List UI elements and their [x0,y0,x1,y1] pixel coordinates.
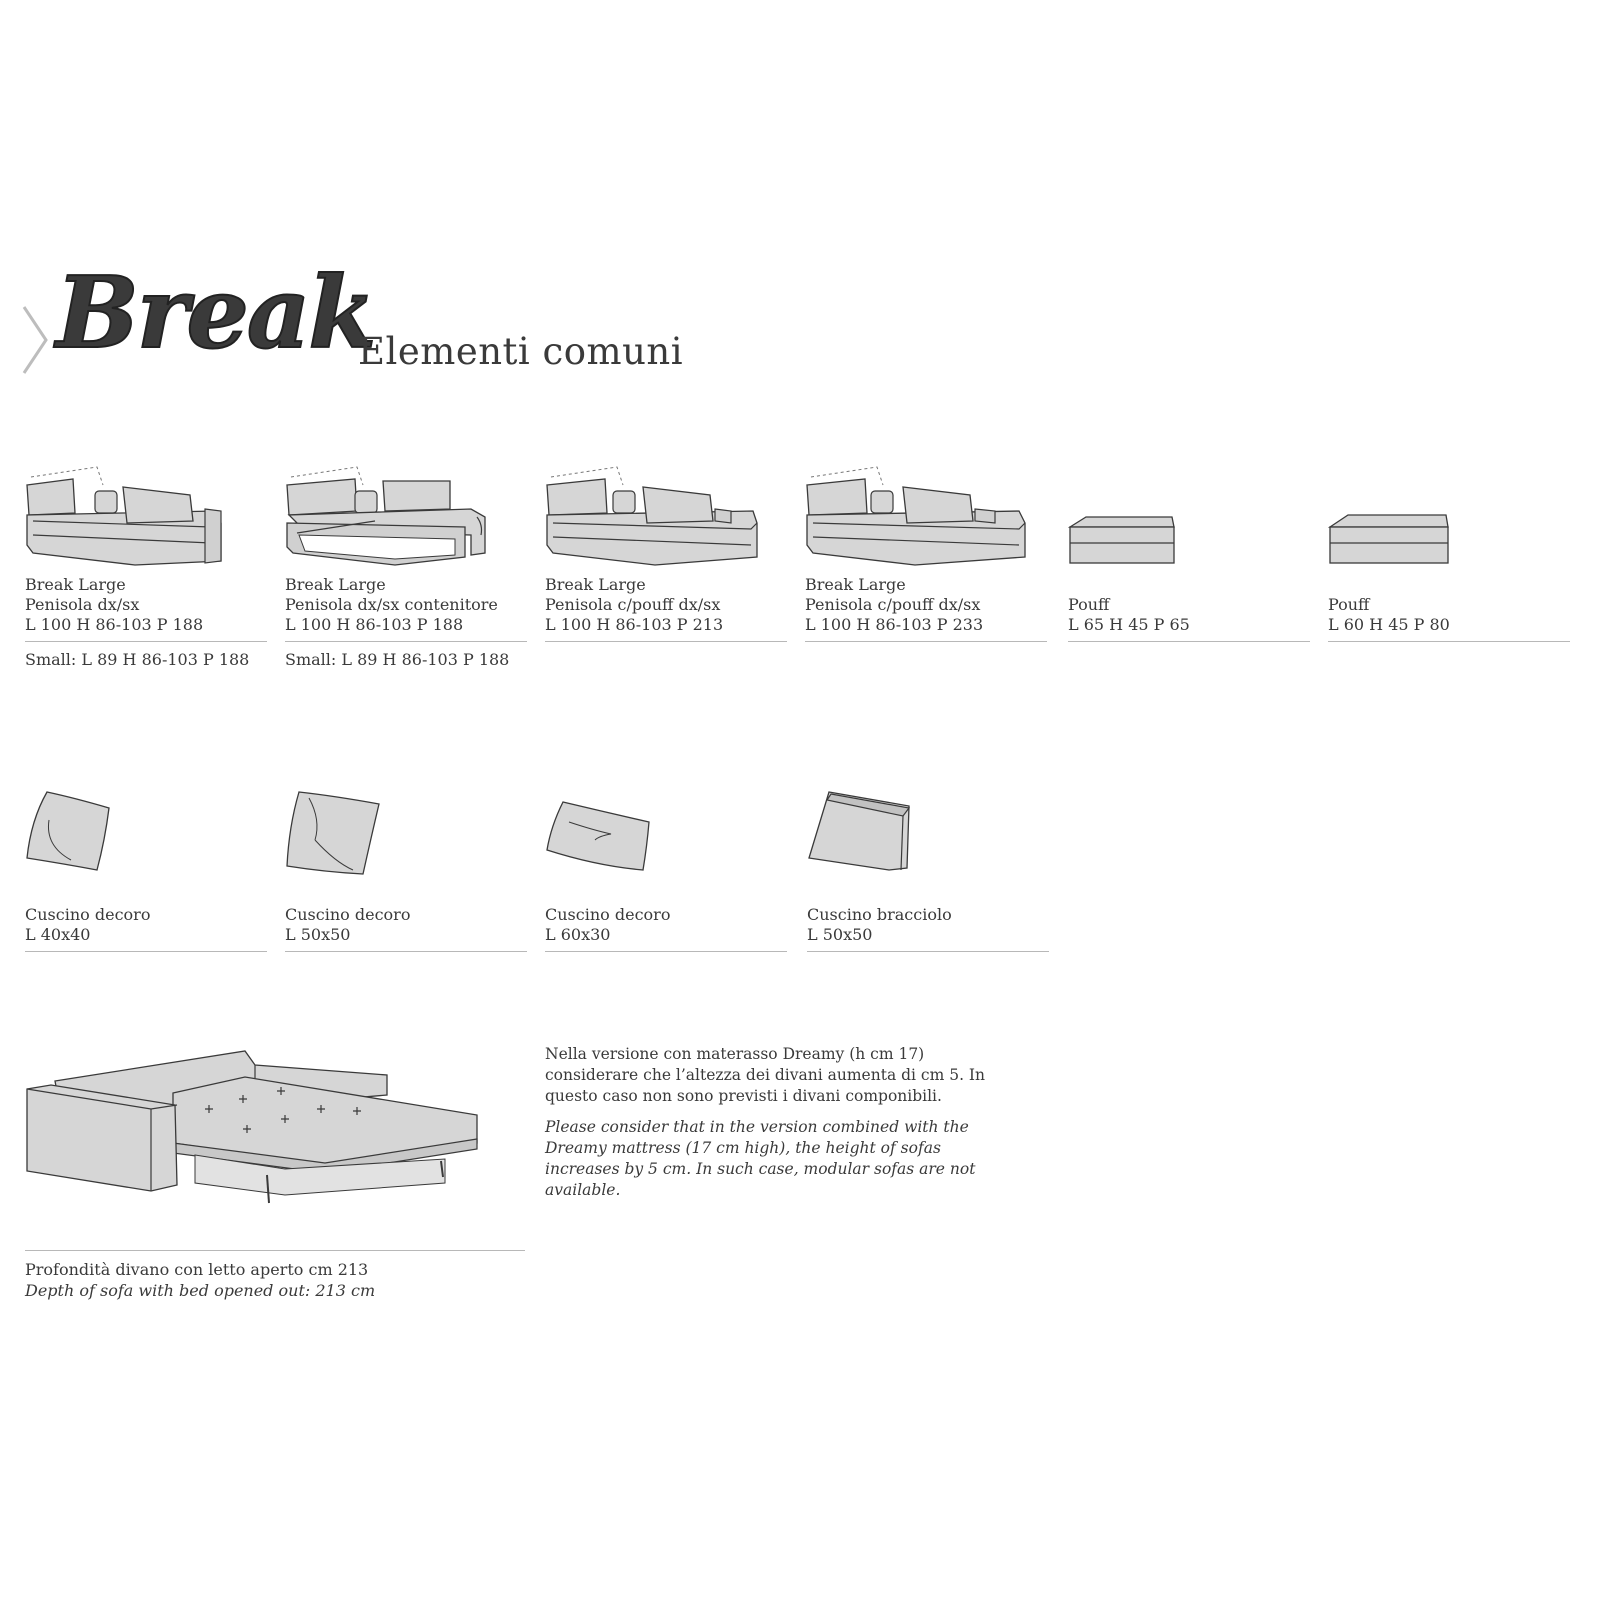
dreamy-note [545,1044,1015,1201]
module-penisola-pouff [545,465,787,642]
sofa-bed-icon [25,1035,525,1240]
divider [805,641,1047,642]
module-dims: L 65 H 45 P 65 [1068,615,1190,634]
module-dims: L 100 H 86-103 P 213 [545,615,724,634]
cushion-60x30 [545,790,787,952]
penisola-pouff-long-sofa-icon [805,465,1047,575]
module-dims: L 100 H 86-103 P 233 [805,615,984,634]
divider [285,641,527,642]
module-desc: Penisola c/pouff dx/sx [805,595,981,614]
bed-caption-en: Depth of sofa with bed opened out: 213 cm [25,1281,376,1300]
note-italian: Nella versione con materasso Dreamy (h cm 17) considerare che l’altezza dei divani aumenta di cm 5. In questo caso non sono previsti i divani componibili. [545,1045,986,1105]
pouff-icon [1068,465,1310,595]
module-name: Pouff [1328,595,1370,614]
module-desc: Penisola dx/sx [25,595,140,614]
cushion-icon [25,790,267,905]
divider [807,951,1049,952]
cushion-bracciolo [807,790,1049,952]
divider [1068,641,1310,642]
cushion-dims: L 50x50 [285,925,351,944]
penisola-storage-sofa-icon [285,465,527,575]
divider [545,641,787,642]
module-small-dims: Small: L 89 H 86-103 P 188 [25,650,250,669]
module-pouff-65 [1068,465,1310,642]
sofa-bed-item [25,1035,525,1301]
module-penisola-pouff-long [805,465,1047,642]
module-name: Break Large [25,575,126,594]
armrest-cushion-icon [807,790,1049,905]
module-name: Break Large [805,575,906,594]
brand-logo: Break [56,256,375,371]
divider [545,951,787,952]
cushion-icon [545,790,787,905]
cushion-40x40 [25,790,267,952]
cushion-name: Cuscino decoro [545,905,671,924]
module-desc: Penisola dx/sx contenitore [285,595,498,614]
divider [25,951,267,952]
penisola-sofa-icon [25,465,267,575]
module-pouff-60 [1328,465,1570,642]
module-name: Pouff [1068,595,1110,614]
page-subtitle: Elementi comuni [358,330,684,373]
pouff-rect-icon [1328,465,1570,595]
module-small-dims: Small: L 89 H 86-103 P 188 [285,650,510,669]
module-desc: Penisola c/pouff dx/sx [545,595,721,614]
cushion-dims: L 60x30 [545,925,611,944]
cushion-dims: L 50x50 [807,925,873,944]
module-name: Break Large [545,575,646,594]
divider [25,1250,525,1251]
chevron-right-icon [20,305,50,375]
divider [285,951,527,952]
note-english: Please consider that in the version combined with the Dreamy mattress (17 cm high), the height of sofas increases by 5 cm. In such case, modular sofas are not available. [545,1118,976,1199]
cushion-name: Cuscino decoro [25,905,151,924]
module-dims: L 60 H 45 P 80 [1328,615,1450,634]
bed-caption-it: Profondità divano con letto aperto cm 213 [25,1260,369,1279]
module-dims: L 100 H 86-103 P 188 [285,615,464,634]
cushion-dims: L 40x40 [25,925,91,944]
penisola-pouff-sofa-icon [545,465,787,575]
module-name: Break Large [285,575,386,594]
cushion-50x50 [285,790,527,952]
cushion-name: Cuscino bracciolo [807,905,952,924]
module-dims: L 100 H 86-103 P 188 [25,615,204,634]
divider [25,641,267,642]
divider [1328,641,1570,642]
module-penisola-contenitore [285,465,527,670]
cushion-icon [285,790,527,905]
cushion-name: Cuscino decoro [285,905,411,924]
module-penisola [25,465,267,670]
